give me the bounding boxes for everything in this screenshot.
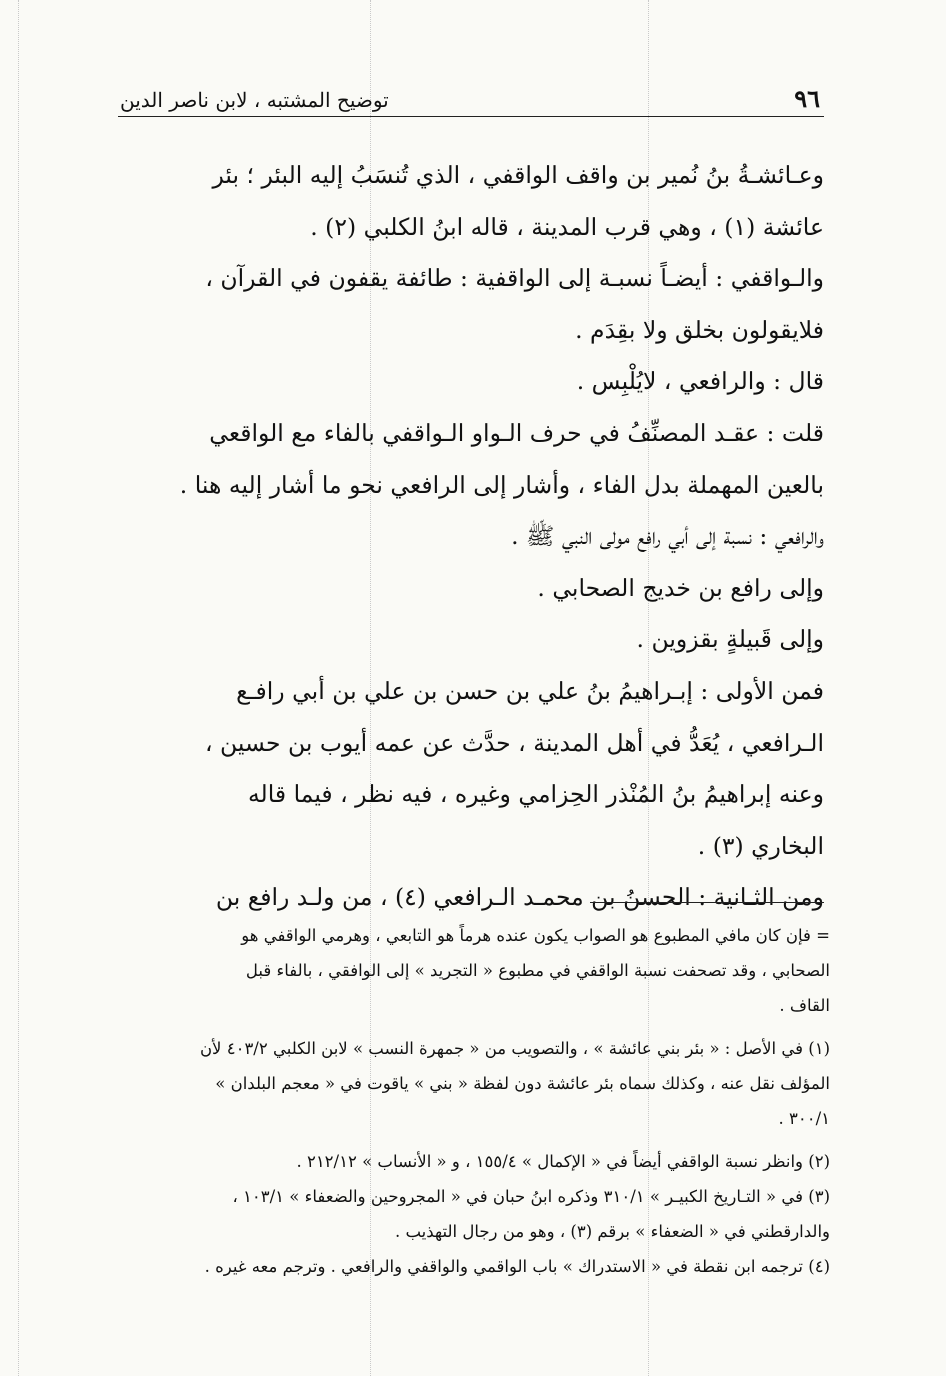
- footnote-line: (٢) وانظر نسبة الواقفي أيضاً في « الإكمال » ١٥٥/٤ ، و « الأنساب » ٢١٢/١٢ .: [296, 1152, 830, 1171]
- text-line: وإلى رافع بن خديج الصحابي .: [537, 573, 824, 602]
- text-line: قال : والرافعي ، لايُلْبِس .: [576, 367, 824, 396]
- footnote-line: = فإن كان مافي المطبوع هو الصواب يكون عنده هرماً هو التابعي ، وهرمي الواقفي هو: [241, 926, 830, 945]
- scan-artifact-line: [18, 0, 19, 1376]
- footnote-line: (٤) ترجمه ابن نقطة في « الاستدراك » باب الواقمي والواقفي والرافعي . وترجم معه غيره .: [204, 1257, 830, 1276]
- footnote-separator: [590, 902, 824, 903]
- text-line: ومن الثـانية : الحسنُ بن محمـد الـرافعي (٤) ، من ولـد رافع بن: [215, 883, 824, 912]
- text-line: فمن الأولى : إبـراهيمُ بنُ علي بن حسن بن علي بن أبي رافـع: [236, 676, 824, 705]
- footnote-1: [126, 1031, 830, 1136]
- footnote-line: (١) في الأصل : « بئر بني عائشة » ، والتصويب من « جمهرة النسب » لابن الكلبي ٤٠٣/٢ لأن: [199, 1039, 830, 1058]
- text-line: فلايقولون بخلق ولا بقِدَم .: [575, 315, 824, 344]
- footnote-4: [126, 1249, 830, 1284]
- page-header: [118, 82, 824, 117]
- main-text: [126, 150, 824, 924]
- footnote-line: القاف .: [779, 996, 830, 1015]
- footnote-continuation: [126, 918, 830, 1023]
- footnote-line: ٣٠٠/١ .: [778, 1109, 830, 1128]
- text-line: والرافعي : نسبة إلى أبي رافع مولى النبي ﷺ .: [511, 522, 824, 551]
- footnote-line: والدارقطني في « الضعفاء » برقم (٣) ، وهو من رجال التهذيب .: [394, 1222, 830, 1241]
- page-number: ٩٦: [794, 84, 820, 113]
- text-line: البخاري (٣) .: [697, 831, 824, 860]
- text-line: قلت : عقـد المصنِّفُ في حرف الـواو الـواقفي بالفاء مع الواقعي: [209, 418, 824, 447]
- text-line: عائشة (١) ، وهي قرب المدينة ، قاله ابنُ الكلبي (٢) .: [310, 212, 824, 241]
- footnote-2: [126, 1144, 830, 1179]
- footnotes: [126, 918, 830, 1284]
- footnote-3: [126, 1179, 830, 1249]
- text-line: الـرافعي ، يُعَدُّ في أهل المدينة ، حدَّث عن عمه أيوب بن حسين ،: [204, 728, 824, 757]
- text-line: وعنه إبراهيمُ بنُ المُنْذر الحِزامي وغيره ، فيه نظر ، فيما قاله: [247, 780, 824, 809]
- text-line: وعـائشـةُ بنُ نُمير بن واقف الواقفي ، الذي تُنسَبُ إليه البئر ؛ بئر: [212, 161, 824, 189]
- footnote-line: (٣) في « التـاريخ الكبيـر » ٣١٠/١ وذكره ابنُ حبان في « المجروحين والضعفاء » ١٠٣/١ ،: [232, 1187, 830, 1206]
- footnote-line: الصحابي ، وقد تصحفت نسبة الواقفي في مطبوع « التجريد » إلى الوافقي ، بالفاء قبل: [245, 961, 830, 980]
- running-title: توضيح المشتبه ، لابن ناصر الدين: [120, 88, 389, 112]
- text-line: بالعين المهملة بدل الفاء ، وأشار إلى الرافعي نحو ما أشار إليه هنا .: [179, 470, 824, 499]
- text-line: والـواقفي : أيضـاً نسبـة إلى الواقفية : طائفة يقفون في القرآن ،: [205, 264, 824, 293]
- text-line: وإلى قَبيلةٍ بقزوين .: [636, 625, 824, 654]
- footnote-line: المؤلف نقل عنه ، وكذلك سماه بئر عائشة دون لفظة « بني » ياقوت في « معجم البلدان »: [215, 1074, 830, 1093]
